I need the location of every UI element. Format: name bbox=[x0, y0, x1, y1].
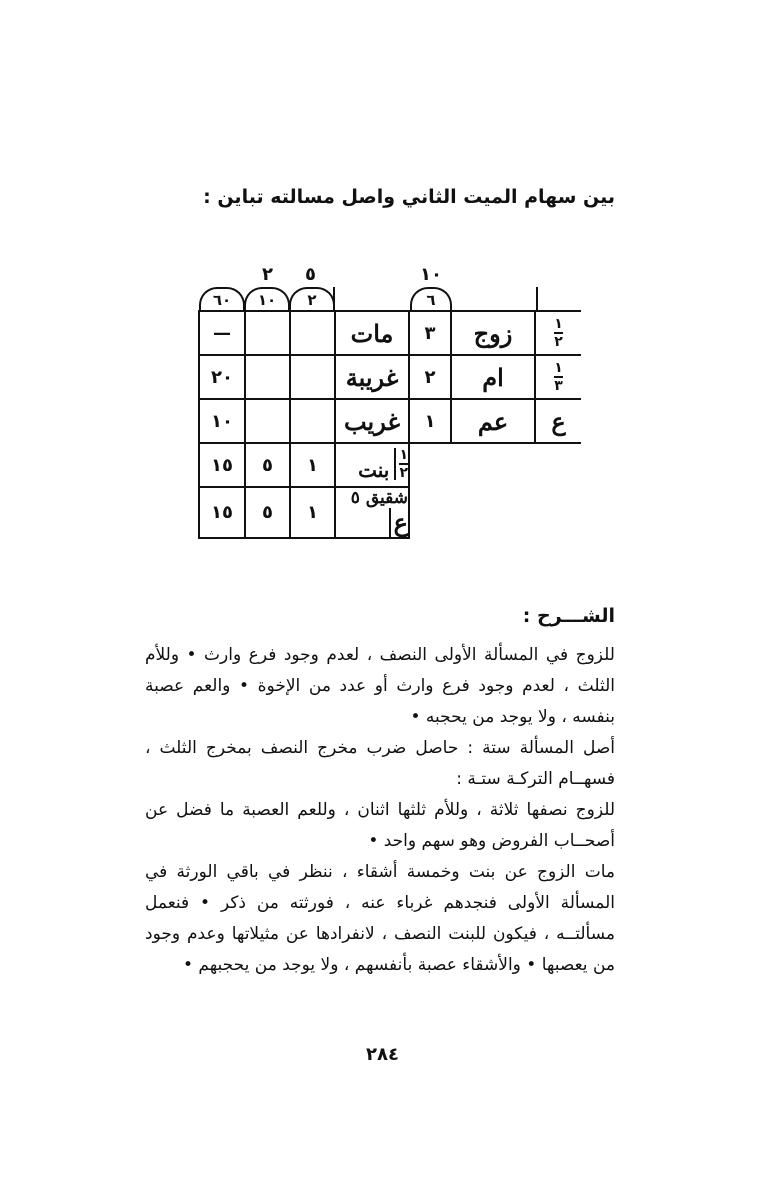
explanation-title: الشـــرح : bbox=[522, 605, 615, 627]
inheritance-table bbox=[198, 310, 581, 539]
total-cell: ١٥ bbox=[199, 443, 245, 487]
heir-cell bbox=[335, 443, 409, 487]
arch-total: ٦٠ bbox=[199, 287, 245, 311]
table-row bbox=[199, 311, 581, 355]
col2-cell bbox=[245, 355, 290, 399]
header-stub-line-right bbox=[536, 287, 538, 311]
col2-cell: ٥ bbox=[245, 487, 290, 538]
share-cell: ١ bbox=[409, 399, 451, 443]
col3-cell bbox=[290, 311, 335, 355]
table-row bbox=[199, 355, 581, 399]
empty-cell bbox=[535, 443, 581, 487]
empty-cell bbox=[451, 443, 535, 487]
top-number-left: ٢ bbox=[262, 264, 273, 285]
fraction bbox=[394, 448, 408, 480]
arch-first-problem: ٦ bbox=[410, 287, 452, 311]
col2-cell bbox=[245, 311, 290, 355]
fraction-denominator: ٣ bbox=[554, 377, 563, 394]
fraction-cell bbox=[535, 311, 581, 355]
heir2-cell: مات bbox=[335, 311, 409, 355]
fraction-denominator: ٢ bbox=[399, 465, 408, 481]
share-cell: ٢ bbox=[409, 355, 451, 399]
share-cell: ٣ bbox=[409, 311, 451, 355]
heir1-cell: زوج bbox=[451, 311, 535, 355]
fraction-denominator: ٢ bbox=[554, 333, 563, 350]
fraction-numerator: ١ bbox=[399, 447, 408, 463]
col3-cell bbox=[290, 399, 335, 443]
table-row bbox=[199, 399, 581, 443]
heir2-cell: غريب bbox=[335, 399, 409, 443]
col3-cell: ١ bbox=[290, 443, 335, 487]
top-number-right: ١٠ bbox=[420, 264, 442, 285]
fraction bbox=[554, 361, 563, 393]
paragraph: مات الزوج عن بنت وخمسة أشقاء ، ننظر في باقي الورثة في المسألة الأولى فنجدهم غرباء عنه ، فورثته من ذكر • فنعمل مسألتــه ، فيكون للبنت النصف ، لانفرادها عن مثيلاتها وعدم وجود من يعصبها • والأشقاء عصبة بأنفسهم ، ولا يوجد من يحجبهم • bbox=[145, 862, 615, 975]
empty-cell bbox=[535, 487, 581, 538]
total-cell: ٢٠ bbox=[199, 355, 245, 399]
top-number-mid: ٥ bbox=[305, 264, 316, 285]
heir1-cell: عم bbox=[451, 399, 535, 443]
heir-name: بنت bbox=[358, 458, 390, 482]
fraction-cell: ع bbox=[535, 399, 581, 443]
paragraph: للزوج نصفها ثلاثة ، وللأم ثلثها اثنان ، وللعم العصبة ما فضل عن أصحــاب الفروض وهو سهم واحد • bbox=[145, 800, 615, 851]
col3-cell bbox=[290, 355, 335, 399]
heir-cell bbox=[335, 487, 409, 538]
arch-third: ٢ bbox=[289, 287, 335, 311]
page-number: ٢٨٤ bbox=[366, 1044, 399, 1065]
empty-cell bbox=[409, 487, 451, 538]
paragraph: للزوج في المسألة الأولى النصف ، لعدم وجود فرع وارث • وللأم الثلث ، لعدم وجود فرع وارث أو عدد من الإخوة • والعم عصبة بنفسه ، ولا يوجد من يحجبه • bbox=[145, 645, 615, 727]
col3-cell: ١ bbox=[290, 487, 335, 538]
fraction-label: ع bbox=[389, 508, 408, 537]
heir2-cell: غريبة bbox=[335, 355, 409, 399]
fraction-numerator: ١ bbox=[554, 315, 563, 332]
table-row bbox=[199, 487, 581, 538]
explanation-body bbox=[145, 640, 615, 981]
fraction-cell bbox=[535, 355, 581, 399]
heir1-cell: ام bbox=[451, 355, 535, 399]
heading: بين سهام الميت الثاني واصل مسالته تباين : bbox=[203, 186, 615, 208]
paragraph: أصل المسألة ستة : حاصل ضرب مخرج النصف بمخرج الثلث ، فسهــام التركـة ستـة : bbox=[145, 738, 615, 789]
col2-cell: ٥ bbox=[245, 443, 290, 487]
table-row bbox=[199, 443, 581, 487]
fraction-numerator: ١ bbox=[554, 359, 563, 376]
total-cell: — bbox=[199, 311, 245, 355]
empty-cell bbox=[409, 443, 451, 487]
total-cell: ١٥ bbox=[199, 487, 245, 538]
header-stub-line bbox=[333, 287, 335, 311]
fraction bbox=[554, 317, 563, 349]
heir-name: شقيق ٥ bbox=[350, 488, 408, 508]
arch-second: ١٠ bbox=[244, 287, 290, 311]
col2-cell bbox=[245, 399, 290, 443]
total-cell: ١٠ bbox=[199, 399, 245, 443]
empty-cell bbox=[451, 487, 535, 538]
